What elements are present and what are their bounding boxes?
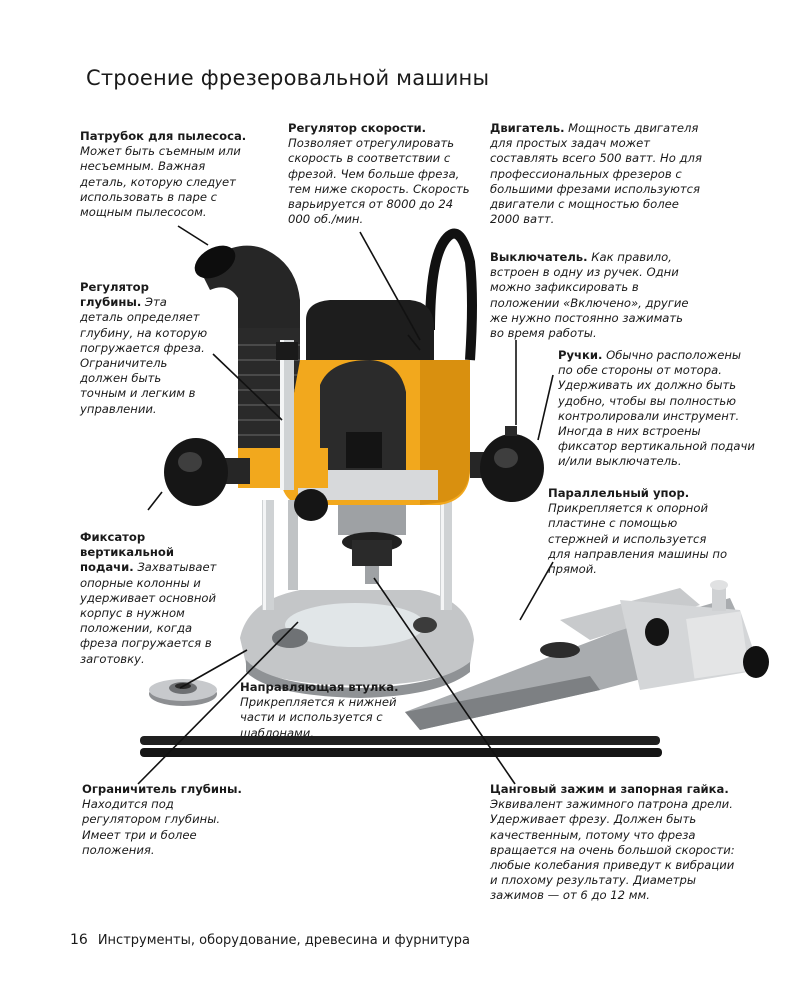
callout-body: Позволяет отрегулировать скорость в соответствии с фрезой. Чем больше фреза, тем ниже скорость. Скорость варьируется от 8000 до 24 000 об./мин. bbox=[288, 136, 470, 227]
callout-body: Находится под регулятором глубины. Имеет три и более положения. bbox=[82, 797, 221, 857]
callout-body: Обычно расположены по обе стороны от мотора. Удерживать их должно быть удобно, чтобы вы полностью контролировали инструмент. Иногда в них встроены фиксатор вертикальной подачи и/или выключатель. bbox=[558, 348, 755, 469]
collet-part bbox=[338, 505, 406, 584]
callout-depth-adjuster bbox=[80, 280, 208, 417]
callout-switch bbox=[490, 250, 690, 341]
power-cable bbox=[430, 234, 472, 360]
guide-bush-part bbox=[149, 679, 217, 706]
callout-depth-stop bbox=[82, 782, 252, 858]
callout-plunge-lock bbox=[80, 530, 218, 667]
callout-heading: Направляющая втулка. bbox=[240, 680, 399, 694]
footer-text: Инструменты, оборудование, древесина и фурнитура bbox=[97, 933, 470, 948]
callout-motor bbox=[490, 121, 712, 227]
callout-heading: Регулятор глубины. bbox=[80, 280, 149, 310]
callout-body: Прикрепляется к нижней части и используется с шаблонами. bbox=[240, 695, 397, 740]
callout-collet bbox=[490, 782, 740, 904]
callout-body: Прикрепляется к опорной пластине с помощью стержней и используется для направления машины по прямой. bbox=[548, 501, 728, 577]
callout-parallel-fence bbox=[548, 486, 728, 577]
callout-body: Эквивалент зажимного патрона дрели. Удерживает фрезу. Должен быть качественным, потому что фреза вращается на очень большой скорости: любые колебания приведут к вибрации и плохому результату. Диаметры зажимов — от 6 до 12 мм. bbox=[490, 797, 735, 903]
page-title: Строение фрезеровальной машины bbox=[86, 66, 490, 90]
callout-heading: Двигатель. bbox=[490, 121, 565, 135]
callout-body: Мощность двигателя для простых задач может составлять всего 500 ватт. Но для профессиональных фрезеров с большими фрезами используются двигатели с мощностью более 2000 ватт. bbox=[490, 121, 702, 227]
callout-vacuum-port bbox=[80, 129, 255, 220]
page-number: 16 bbox=[70, 932, 88, 948]
callout-handles bbox=[558, 348, 758, 470]
callout-heading: Ограничитель глубины. bbox=[82, 782, 242, 796]
callout-heading: Патрубок для пылесоса. bbox=[80, 129, 247, 143]
callout-body: Может быть съемным или несъемным. Важная деталь, которую следует использовать в паре с мощным пылесосом. bbox=[80, 144, 241, 220]
callout-body: Эта деталь определяет глубину, на которую погружается фреза. Ограничитель должен быть точным и легким в управлении. bbox=[80, 295, 208, 416]
callout-heading: Выключатель. bbox=[490, 250, 588, 264]
callout-guide-bush bbox=[240, 680, 408, 741]
callout-heading: Параллельный упор. bbox=[548, 486, 690, 500]
callout-body: Как правило, встроен в одну из ручек. Одни можно зафиксировать в положении «Включено», другие же нужно постоянно зажимать во время работы. bbox=[490, 250, 689, 341]
callout-body: Захватывает опорные колонны и удерживает основной корпус в нужном положении, когда фреза погружается в заготовку. bbox=[80, 560, 217, 666]
callout-heading: Цанговый зажим и запорная гайка. bbox=[490, 782, 729, 796]
page-footer bbox=[70, 932, 470, 948]
callout-heading: Регулятор скорости. bbox=[288, 121, 427, 135]
callout-speed-regulator bbox=[288, 121, 473, 227]
callout-heading: Ручки. bbox=[558, 348, 603, 362]
callout-heading: Фиксатор вертикальной подачи. bbox=[80, 530, 174, 575]
